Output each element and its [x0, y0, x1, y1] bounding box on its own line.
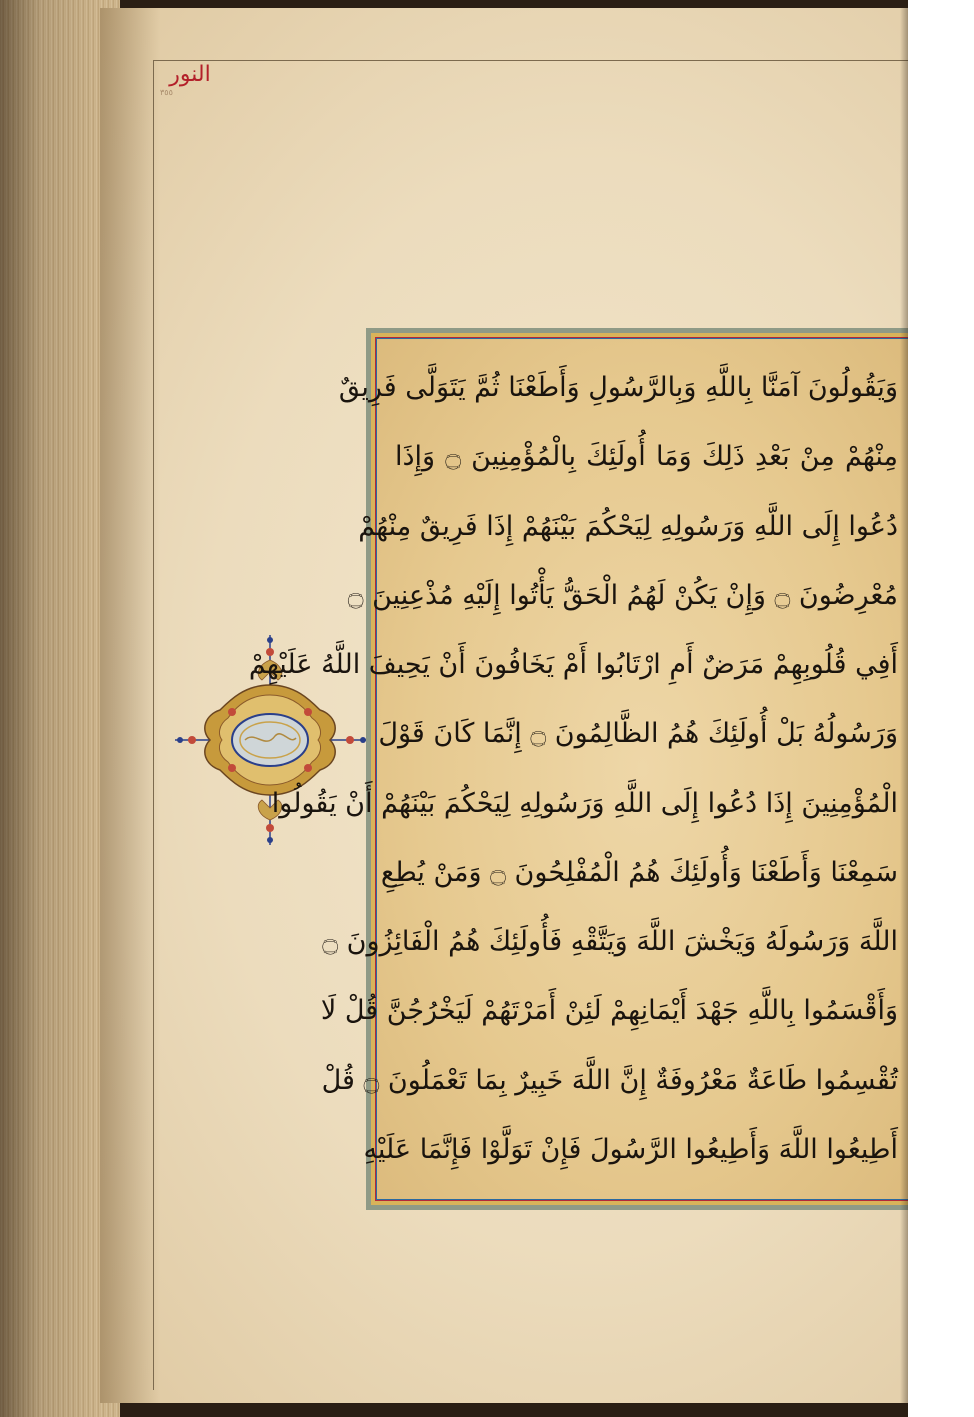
text-line: سَمِعْنَا وَأَطَعْنَا وَأُولَئِكَ هُمُ الْمُفْلِحُونَ ۝ وَمَنْ يُطِعِ [380, 856, 898, 888]
text-line: مِنْهُمْ مِنْ بَعْدِ ذَلِكَ وَمَا أُولَئِكَ بِالْمُؤْمِنِينَ ۝ وَإِذَا [395, 441, 898, 473]
text-line: الْمُؤْمِنِينَ إِذَا دُعُوا إِلَى اللَّهِ وَرَسُولِهِ لِيَحْكُمَ بَيْنَهُمْ أَنْ يَقُولُوا [271, 787, 898, 819]
text-line: دُعُوا إِلَى اللَّهِ وَرَسُولِهِ لِيَحْكُمَ بَيْنَهُمْ إِذَا فَرِيقٌ مِنْهُمْ [358, 510, 898, 542]
text-line: أَطِيعُوا اللَّهَ وَأَطِيعُوا الرَّسُولَ فَإِنْ تَوَلَّوْا فَإِنَّمَا عَلَيْهِ [363, 1133, 898, 1165]
text-block [248, 357, 898, 1181]
text-frame [248, 328, 908, 1210]
surah-heading: النور [169, 62, 211, 87]
text-line: وَرَسُولُهُ بَلْ أُولَئِكَ هُمُ الظَّالِمُونَ ۝ إِنَّمَا كَانَ قَوْلَ [378, 718, 898, 750]
text-line: وَأَقْسَمُوا بِاللَّهِ جَهْدَ أَيْمَانِهِمْ لَئِنْ أَمَرْتَهُمْ لَيَخْرُجُنَّ قُلْ لَا [320, 995, 898, 1027]
margin-rule-top [153, 60, 908, 61]
text-line: وَيَقُولُونَ آمَنَّا بِاللَّهِ وَبِالرَّسُولِ وَأَطَعْنَا ثُمَّ يَتَوَلَّى فَرِيقٌ [338, 372, 898, 403]
page-edge-shadow [900, 0, 908, 1417]
page-number: ٣٥٥ [160, 88, 173, 97]
margin-rule-left [153, 60, 154, 1390]
text-panel [248, 338, 908, 1200]
text-line: اللَّهَ وَرَسُولَهُ وَيَخْشَ اللَّهَ وَيَتَّقْهِ فَأُولَئِكَ هُمُ الْفَائِزُونَ ۝ [322, 926, 898, 958]
text-line: تُقْسِمُوا طَاعَةٌ مَعْرُوفَةٌ إِنَّ اللَّهَ خَبِيرٌ بِمَا تَعْمَلُونَ ۝ قُلْ [321, 1064, 898, 1096]
text-line: أَفِي قُلُوبِهِمْ مَرَضٌ أَمِ ارْتَابُوا أَمْ يَخَافُونَ أَنْ يَحِيفَ اللَّهُ عَلَيْهِمْ [248, 649, 898, 681]
text-line: مُعْرِضُونَ ۝ وَإِنْ يَكُنْ لَهُمُ الْحَقُّ يَأْتُوا إِلَيْهِ مُذْعِنِينَ ۝ [347, 579, 898, 611]
